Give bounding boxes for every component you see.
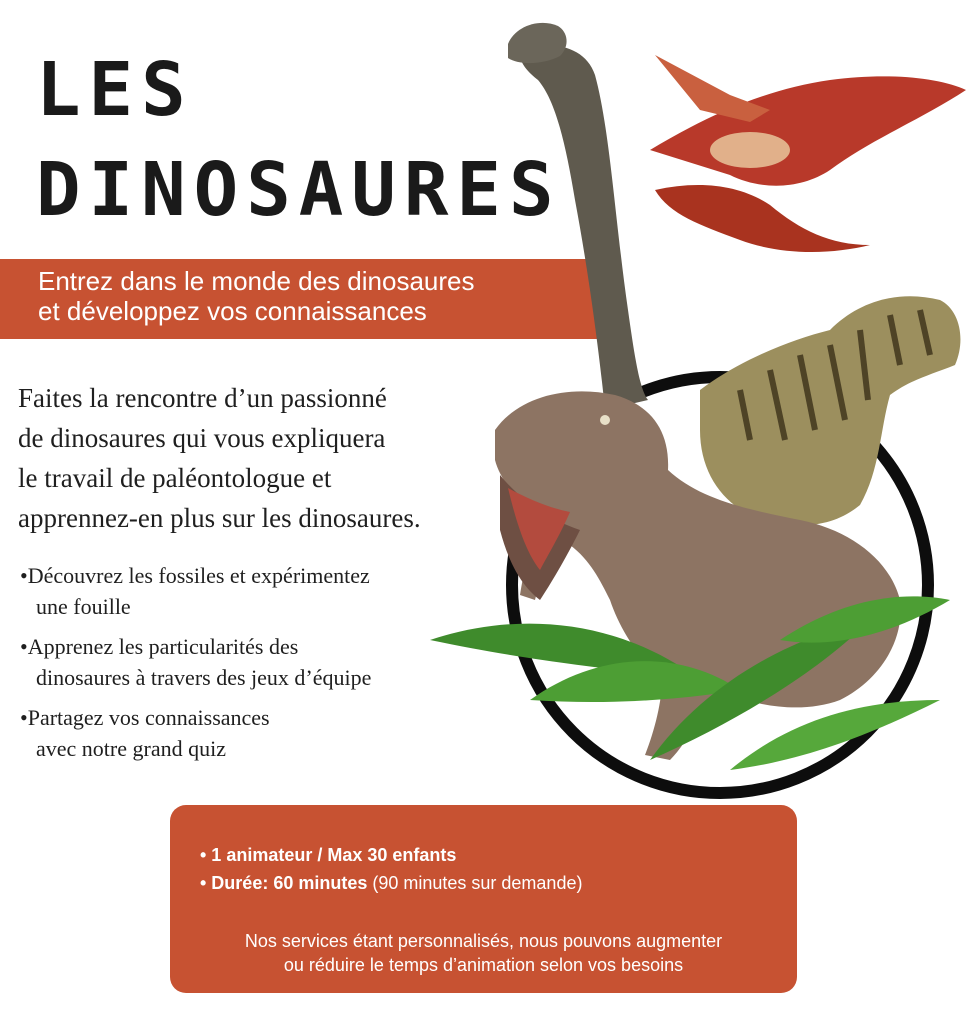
list-item [20, 702, 371, 764]
list-item-line-2: une fouille [36, 594, 131, 619]
note-line-1: Nos services étant personnalisés, nous pouvons augmenter [244, 931, 723, 951]
intro-line: Faites la rencontre d’un passionné [18, 383, 387, 413]
services-note [170, 929, 797, 977]
list-item-line-1: •Partagez vos connaissances [20, 705, 270, 730]
list-item-line-2: avec notre grand quiz [36, 736, 226, 761]
duration-extra: (90 minutes sur demande) [367, 873, 583, 893]
t-rex-eye-icon [600, 415, 610, 425]
intro-line: apprennez-en plus sur les dinosaures. [18, 503, 421, 533]
pterodactyl-body-icon [710, 132, 790, 168]
banner-line-1: Entrez dans le monde des dinosaures [38, 266, 475, 296]
list-item-line-2: dinosaures à travers des jeux d’équipe [36, 665, 372, 690]
intro-line: de dinosaures qui vous expliquera [18, 423, 386, 453]
brachiosaurus-neck-icon [520, 45, 648, 410]
duration-info [200, 873, 582, 894]
title-line-1: LES [36, 47, 194, 133]
list-item-line-1: •Apprenez les particularités des [20, 634, 299, 659]
intro-line: le travail de paléontologue et [18, 463, 332, 493]
striped-dinosaur-icon [700, 296, 960, 525]
pterodactyl-lower-wing-icon [655, 185, 870, 252]
list-item [20, 631, 371, 693]
title-line-2: DINOSAURES [36, 147, 562, 233]
activities-list [20, 560, 371, 773]
list-item [20, 560, 371, 622]
pterodactyl-head-icon [655, 55, 770, 122]
info-box [170, 805, 797, 993]
note-line-2: ou réduire le temps d’animation selon vos besoins [283, 955, 684, 975]
brachiosaurus-head-icon [508, 23, 567, 63]
intro-paragraph [18, 378, 558, 538]
animateur-info: • 1 animateur / Max 30 enfants [200, 845, 457, 865]
list-item-line-1: •Découvrez les fossiles et expérimentez [20, 563, 370, 588]
duration-label: • Durée: 60 minutes [200, 873, 368, 893]
banner-line-2: et développez vos connaissances [38, 296, 427, 326]
